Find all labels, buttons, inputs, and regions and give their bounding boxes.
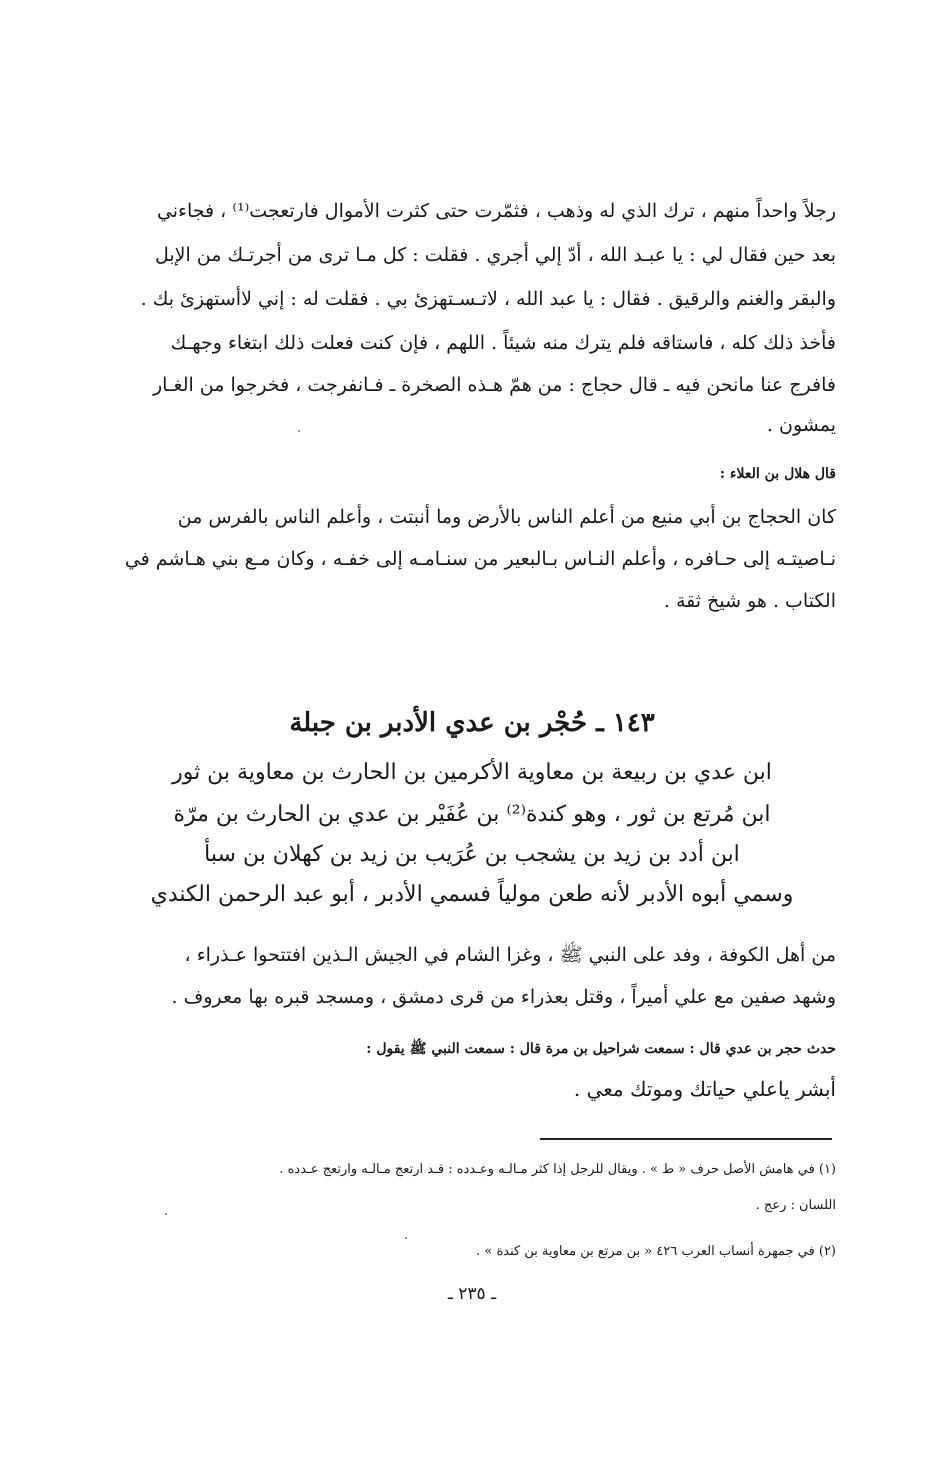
scan-speck: [298, 430, 300, 432]
para2-line-3: الكتاب . هو شيخ ثقة .: [663, 590, 836, 612]
lineage-line-2: ابن مُرتع بن ثور ، وهو كندة⁽²⁾ بن عُفَيْر بن عدي بن الحارث بن مرّة: [173, 802, 771, 827]
footnote-2: (٢) في جمهرة أنساب العرب ٤٢٦ « بن مرتع بن معاوية بن كندة » .: [476, 1244, 836, 1259]
page-number: ـ ٢٣٥ ـ: [447, 1284, 497, 1304]
para3-line-1: من أهل الكوفة ، وفد على النبي ﷺ ، وغزا الشام في الجيش الـذين افتتحوا عـذراء ،: [184, 944, 836, 966]
hadith-chain-label: حدث حجر بن عدي قال : سمعت شراحيل بن مرة قال : سمعت النبي ﷺ يقول :: [366, 1041, 836, 1057]
scan-speck: [165, 1213, 167, 1215]
para1-line-2: بعد حين فقال لي : يا عبـد الله ، أدّ إلي أجري . فقلت : كل مـا ترى من أجرتـك من الإبل: [154, 244, 836, 266]
entry-heading: ١٤٣ ـ حُجْر بن عدي الأدبر بن جبلة: [289, 708, 655, 738]
para3-line-2: وشهد صفين مع علي أميراً ، وقتل بعذراء من قرى دمشق ، ومسجد قبره بها معروف .: [171, 986, 836, 1008]
para1-line-3: والبقر والغنم والرقيق . فقال : يا عبد الله ، لاتـسـتهزئ بي . فقلت له : إني لاأستهزئ بك .: [140, 288, 836, 310]
para1-line-6: يمشون .: [766, 414, 836, 436]
hadith-text: أبشر ياعلي حياتك وموتك معي .: [573, 1077, 836, 1101]
footnote-1: (١) في هامش الأصل حرف « ط » . ويقال للرجل إذا كثر مـالـه وعـدده : قـد ارتعج مـالـه وارتعج عـدده .: [279, 1162, 836, 1177]
lineage-line-3: ابن أدد بن زيد بن يشجب بن عُرَيب بن زيد بن كهلان بن سبأ: [204, 842, 740, 867]
lineage-line-4: وسمي أبوه الأدبر لأنه طعن مولياً فسمي الأدبر ، أبو عبد الرحمن الكندي: [150, 882, 794, 907]
para2-line-1: كان الحجاج بن أبي منيع من أعلم الناس بالأرض وما أنبتت ، وأعلم الناس بالفرس من: [177, 506, 836, 528]
narrator-label: قال هلال بن العلاء :: [719, 466, 836, 482]
para1-line-4: فأخذ ذلك كله ، فاستاقه فلم يترك منه شيئاً . اللهم ، فإن كنت فعلت ذلك ابتغاء وجهـك: [170, 332, 836, 354]
scan-speck: [405, 1237, 407, 1239]
footnote-divider: [540, 1138, 832, 1140]
para1-line-1: رجلاً واحداً منهم ، ترك الذي له وذهب ، فثمّرت حتى كثرت الأموال فارتعجت⁽¹⁾ ، فجاءني: [156, 200, 836, 222]
lineage-line-1: ابن عدي بن ربيعة بن معاوية الأكرمين بن الحارث بن معاوية بن ثور: [172, 760, 772, 785]
footnote-1-continued: اللسان : رعج .: [755, 1198, 836, 1213]
para1-line-5: فافرج عنا مانحن فيه ـ قال حجاج : من همّ هـذه الصخرة ـ فـانفرجت ، فخرجوا من الغـار: [153, 374, 836, 396]
para2-line-2: نـاصيتـه إلى حـافره ، وأعلم النـاس بـالبعير من سنـامـه إلى خفـه ، وكان مـع بني هـاشم في: [124, 548, 836, 570]
